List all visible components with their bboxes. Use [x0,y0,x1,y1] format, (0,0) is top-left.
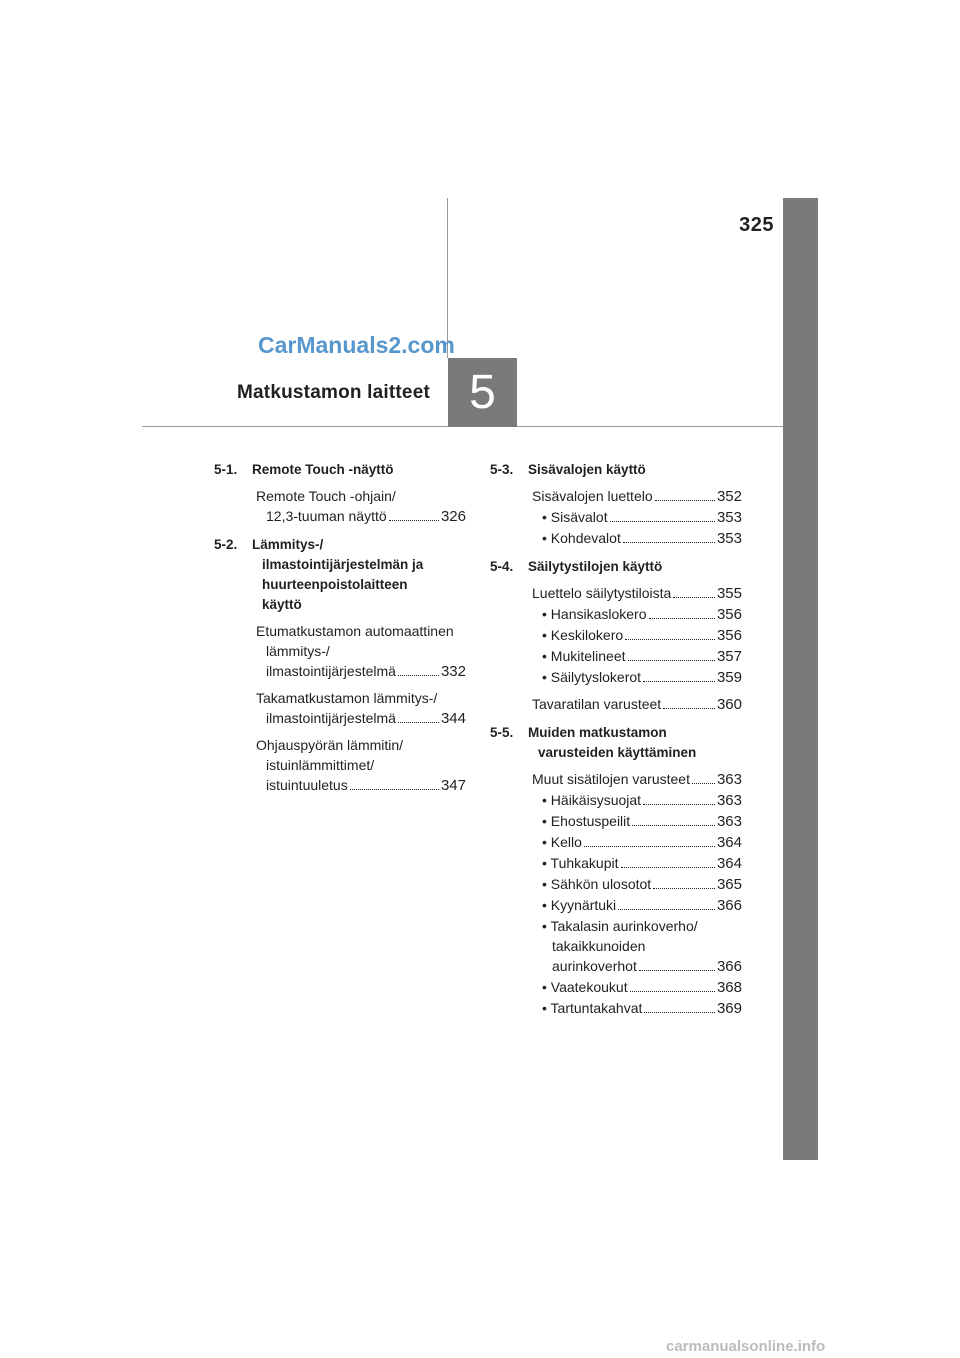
section-heading [214,535,466,615]
page-ref: 364 [716,855,742,872]
entry-text: • Vaatekoukut [542,979,628,995]
entry-text: • Sähkön ulosotot [542,876,652,892]
toc-left-column [214,460,466,804]
watermark-logo: CarManuals2.com [258,332,455,358]
section-number: 5-2. [214,537,238,552]
leader-dots [653,888,715,889]
chapter-side-tab [783,198,818,1160]
entry-text: • Tartuntakahvat [542,1000,643,1016]
section-heading [490,723,742,763]
entry-text: • Ehostuspeilit [542,813,631,829]
toc-sub-entry[interactable] [542,895,742,916]
entry-text: Sisävalojen luettelo [532,488,653,504]
toc-sub-entry[interactable] [542,625,742,646]
page-ref: 356 [716,627,742,644]
entry-text: ilmastointijärjestelmä [266,710,396,726]
leader-dots [663,708,715,709]
watermark-footer: carmanualsonline.info [666,1338,826,1355]
toc-sub-entry[interactable] [542,667,742,688]
toc-entry[interactable] [532,694,742,715]
chapter-number-box [448,358,517,427]
entry-text: • Keskilokero [542,627,624,643]
section-title: Remote Touch -näyttö [252,462,394,477]
entry-text: • Kello [542,834,582,850]
leader-dots [584,846,715,847]
page-ref: 344 [440,710,466,727]
page-ref: 363 [716,813,742,830]
leader-dots [628,660,715,661]
section-number: 5-3. [490,462,514,477]
section-title: Lämmitys-/ [252,537,324,552]
toc-section-5-1 [214,460,466,527]
leader-dots [639,970,715,971]
toc-sub-entry[interactable] [542,832,742,853]
page-ref: 363 [716,771,742,788]
entry-text: • Kyynärtuki [542,897,617,913]
entry-text: • Sisävalot [542,509,608,525]
page-ref: 365 [716,876,742,893]
leader-dots [350,789,439,790]
toc-entry[interactable] [532,486,742,507]
page-ref: 363 [716,792,742,809]
page-ref: 369 [716,1000,742,1017]
section-number: 5-4. [490,559,514,574]
entry-text: istuintuuletus [266,777,348,793]
section-title: ilmastointijärjestelmän ja [262,557,424,572]
leader-dots [630,991,715,992]
entry-text: Tavaratilan varusteet [532,696,662,712]
page-number: 325 [739,214,774,236]
page-ref: 353 [716,530,742,547]
section-title: varusteiden käyttäminen [538,745,697,760]
toc-sub-entry[interactable] [542,811,742,832]
entry-text: • Takalasin aurinkoverho/ [542,918,698,934]
page-ref: 366 [716,958,742,975]
entry-text: • Kohdevalot [542,530,621,546]
page-ref: 359 [716,669,742,686]
leader-dots [673,597,715,598]
section-heading [490,557,742,577]
leader-dots [632,825,715,826]
toc-entry[interactable] [256,735,466,796]
section-number: 5-5. [490,725,514,740]
toc-entry[interactable] [532,583,742,604]
entry-text: Luettelo säilytystiloista [532,585,672,601]
toc-section-5-3 [490,460,742,549]
entry-text: • Säilytyslokerot [542,669,642,685]
page-ref: 332 [440,663,466,680]
section-heading [214,460,466,480]
leader-dots [643,681,715,682]
toc-sub-entry[interactable] [542,604,742,625]
page-ref: 356 [716,606,742,623]
leader-dots [623,542,715,543]
toc-entry[interactable] [532,769,742,790]
toc-sub-entry[interactable] [542,874,742,895]
page-ref: 366 [716,897,742,914]
entry-text: Remote Touch -ohjain/ [256,488,396,504]
entry-text: Takamatkustamon lämmitys-/ [256,690,438,706]
entry-text: Etumatkustamon automaattinen [256,623,454,639]
toc-sub-entry[interactable] [542,790,742,811]
leader-dots [643,804,715,805]
leader-dots [649,618,715,619]
entry-text: • Tuhkakupit [542,855,619,871]
leader-dots [655,500,715,501]
toc-sub-entry[interactable] [542,916,742,977]
leader-dots [618,909,715,910]
entry-text: Ohjauspyörän lämmitin/ [256,737,404,753]
page-ref: 357 [716,648,742,665]
page-ref: 364 [716,834,742,851]
toc-sub-entry[interactable] [542,977,742,998]
section-title: Säilytystilojen käyttö [528,559,663,574]
entry-text: istuinlämmittimet/ [266,757,375,773]
section-number: 5-1. [214,462,238,477]
section-title: käyttö [262,597,302,612]
toc-entry[interactable] [256,688,466,729]
section-heading [490,460,742,480]
toc-section-5-5 [490,723,742,1019]
leader-dots [389,520,439,521]
toc-section-5-2 [214,535,466,796]
leader-dots [610,521,715,522]
section-title: Muiden matkustamon [528,725,667,740]
toc-sub-entry[interactable] [542,528,742,549]
page-ref: 326 [440,508,466,525]
toc-sub-entry[interactable] [542,853,742,874]
leader-dots [398,675,439,676]
entry-text: lämmitys-/ [266,643,330,659]
toc-sub-entry[interactable] [542,646,742,667]
page-ref: 360 [716,696,742,713]
page-ref: 368 [716,979,742,996]
page-ref: 347 [440,777,466,794]
page-ref: 352 [716,488,742,505]
toc-right-column [490,460,742,1027]
leader-dots [398,722,439,723]
entry-text: ilmastointijärjestelmä [266,663,396,679]
chapter-number: 5 [469,366,496,419]
toc-sub-entry[interactable] [542,507,742,528]
leader-dots [692,783,715,784]
entry-text: • Mukitelineet [542,648,626,664]
toc-entry[interactable] [256,486,466,527]
leader-dots [625,639,715,640]
toc-entry[interactable] [256,621,466,682]
toc-sub-entry[interactable] [542,998,742,1019]
entry-text: • Hansikaslokero [542,606,647,622]
entry-text: • Häikäisysuojat [542,792,642,808]
leader-dots [621,867,715,868]
section-title: Sisävalojen käyttö [528,462,646,477]
page-ref: 353 [716,509,742,526]
page-ref: 355 [716,585,742,602]
toc-section-5-4 [490,557,742,715]
leader-dots [644,1012,715,1013]
entry-text: Muut sisätilojen varusteet [532,771,690,787]
entry-text: aurinkoverhot [552,958,637,974]
entry-text: takaikkunoiden [552,938,646,954]
section-title: huurteenpoistolaitteen [262,577,408,592]
chapter-title: Matkustamon laitteet [237,382,430,403]
entry-text: 12,3-tuuman näyttö [266,508,387,524]
